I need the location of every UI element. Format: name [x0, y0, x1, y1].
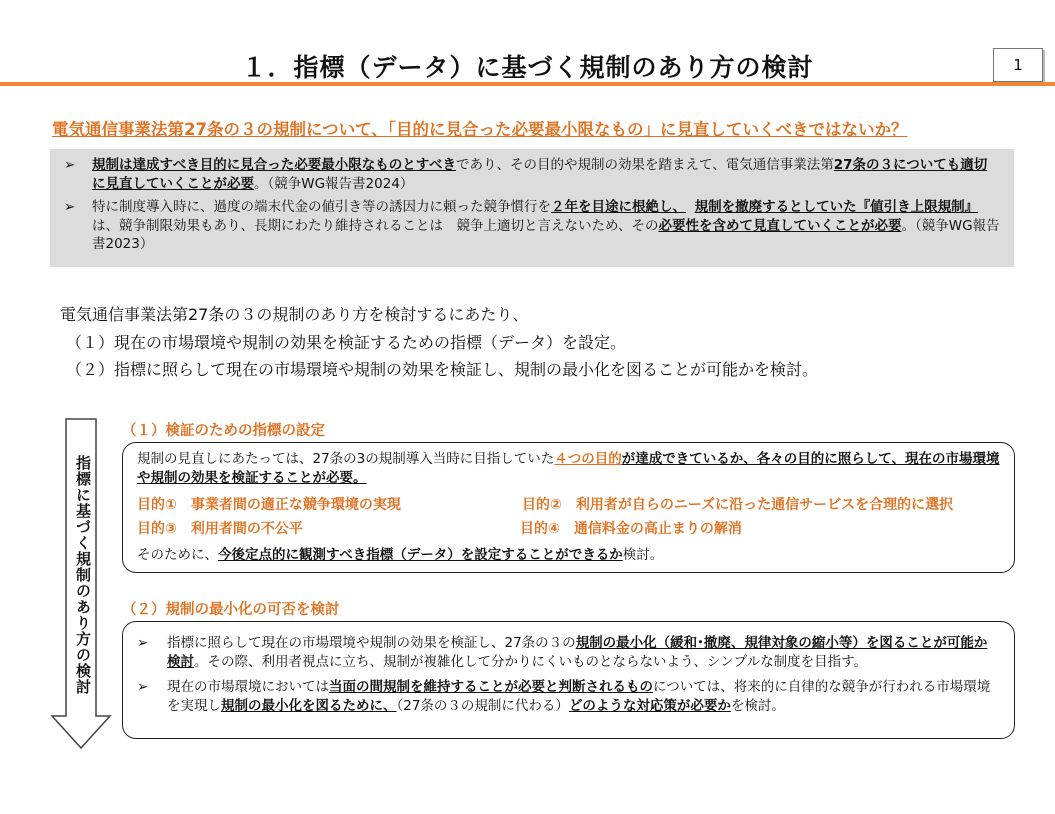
- section-2-text: 指標に照らして現在の市場環境や規制の効果を検証し、27条の３の: [167, 635, 576, 651]
- summary-box: [50, 149, 1014, 267]
- intro-step-2: （２）指標に照らして現在の市場環境や規制の効果を検証し、規制の最小化を図ることが可能かを検討。: [66, 360, 819, 379]
- goal-2: 目的② 利用者が自らのニーズに沿った通信サービスを合理的に選択: [522, 497, 954, 513]
- summary-item: [64, 198, 1000, 254]
- section-2-heading: （２）規制の最小化の可否を検討: [122, 602, 340, 618]
- section-2-text: については、将来的に自律的な競争が行われる市場環境を実現し: [167, 679, 991, 714]
- summary-text: 。（競争WG報告書2024）: [254, 175, 414, 192]
- summary-emphasis: ２年を目途に根絶し、: [551, 199, 686, 215]
- section-1-text: [137, 450, 1000, 488]
- section-1-closing: [137, 546, 1000, 565]
- four-goals-highlight: ４つの目的: [554, 451, 622, 467]
- summary-emphasis: 27条の３についても適切に見直していくことが必要: [92, 157, 988, 192]
- goals-list: [137, 494, 1000, 542]
- summary-item: [64, 156, 1000, 193]
- title-divider: [0, 82, 1055, 86]
- section-2-text: （27条の３の規制に代わる）: [396, 698, 569, 714]
- section-1-closing-emphasis: 今後定点的に観測すべき指標（データ）を設定することができるか: [218, 547, 623, 563]
- page-title: １．指標（データ）に基づく規制のあり方の検討: [241, 53, 814, 82]
- intro-step-1: （１）現在の市場環境や規制の効果を検証するための指標（データ）を設定。: [66, 333, 627, 352]
- key-question: 電気通信事業法第27条の３の規制について、「目的に見合った必要最小限なもの」に見直していくべきではないか？: [52, 120, 908, 139]
- section-2-emphasis: 規制の最小化を図るために、: [221, 698, 397, 714]
- section-2-box: [122, 621, 1015, 739]
- section-1-box: [122, 442, 1015, 573]
- section-2-emphasis: 規制の最小化（緩和･撤廃、規律対象の縮小等）を図ることが可能か検討: [167, 635, 988, 670]
- summary-text: 。（競争WG報告書2023）: [92, 217, 1000, 252]
- section-2-text: 現在の市場環境においては: [167, 679, 329, 695]
- goal-1: 目的① 事業者間の適正な競争環境の実現: [137, 497, 401, 513]
- summary-text: は、競争制限効果もあり、長期にわたり維持されることは 競争上適切と言えないため、その: [92, 217, 659, 234]
- section-1-heading: （１）検証のための指標の設定: [122, 423, 325, 439]
- goal-4: 目的④ 通信料金の高止まりの解消: [520, 521, 742, 537]
- section-2-emphasis: どのような対応策が必要か: [568, 698, 731, 714]
- summary-emphasis: 規制は達成すべき目的に見合った必要最小限なものとすべき: [92, 157, 456, 173]
- section-1-closing-part: そのために、: [137, 547, 218, 563]
- summary-emphasis: 必要性を含めて見直していくことが必要: [658, 217, 902, 234]
- arrow-bullet-icon: ➢: [137, 635, 149, 651]
- arrow-bullet-icon: ➢: [64, 157, 76, 173]
- summary-text: 特に制度導入時に、過度の端末代金の値引き等の誘因力に頼った競争慣行を: [92, 199, 551, 215]
- section-2-item: [137, 634, 1000, 672]
- summary-emphasis: 規制を撤廃するとしていた『値引き上限規制』: [694, 199, 979, 215]
- section-2-text: を検討。: [730, 698, 785, 714]
- arrow-bullet-icon: ➢: [137, 679, 149, 695]
- arrow-bullet-icon: ➢: [64, 199, 76, 215]
- section-1-text-part: 規制の見直しにあたっては、27条の3の規制導入当時に目指していた: [137, 451, 555, 467]
- section-2-emphasis: 当面の間規制を維持することが必要と判断されるもの: [329, 679, 653, 695]
- page-number: 1: [993, 48, 1043, 82]
- section-1-emphasis: が達成できているか、各々の目的に照らして、現在の市場環境や規制の効果を検証することが必要。: [137, 451, 1000, 486]
- intro-lead: 電気通信事業法第27条の３の規制のあり方を検討するにあたり、: [60, 305, 529, 324]
- arrow-label: 指標に基づく規制のあり方の検討: [74, 455, 92, 695]
- goal-3: 目的③ 利用者間の不公平: [137, 521, 303, 537]
- summary-text: であり、その目的や規制の効果を踏まえて、電気通信事業法第: [455, 157, 834, 173]
- section-1-closing-part: 検討。: [622, 547, 664, 563]
- section-2-item: [137, 678, 1000, 716]
- section-2-text: 。その際、利用者視点に立ち、規制が複雑化して分かりにくいものとならないよう、シンプルな制度を目指す。: [194, 654, 868, 670]
